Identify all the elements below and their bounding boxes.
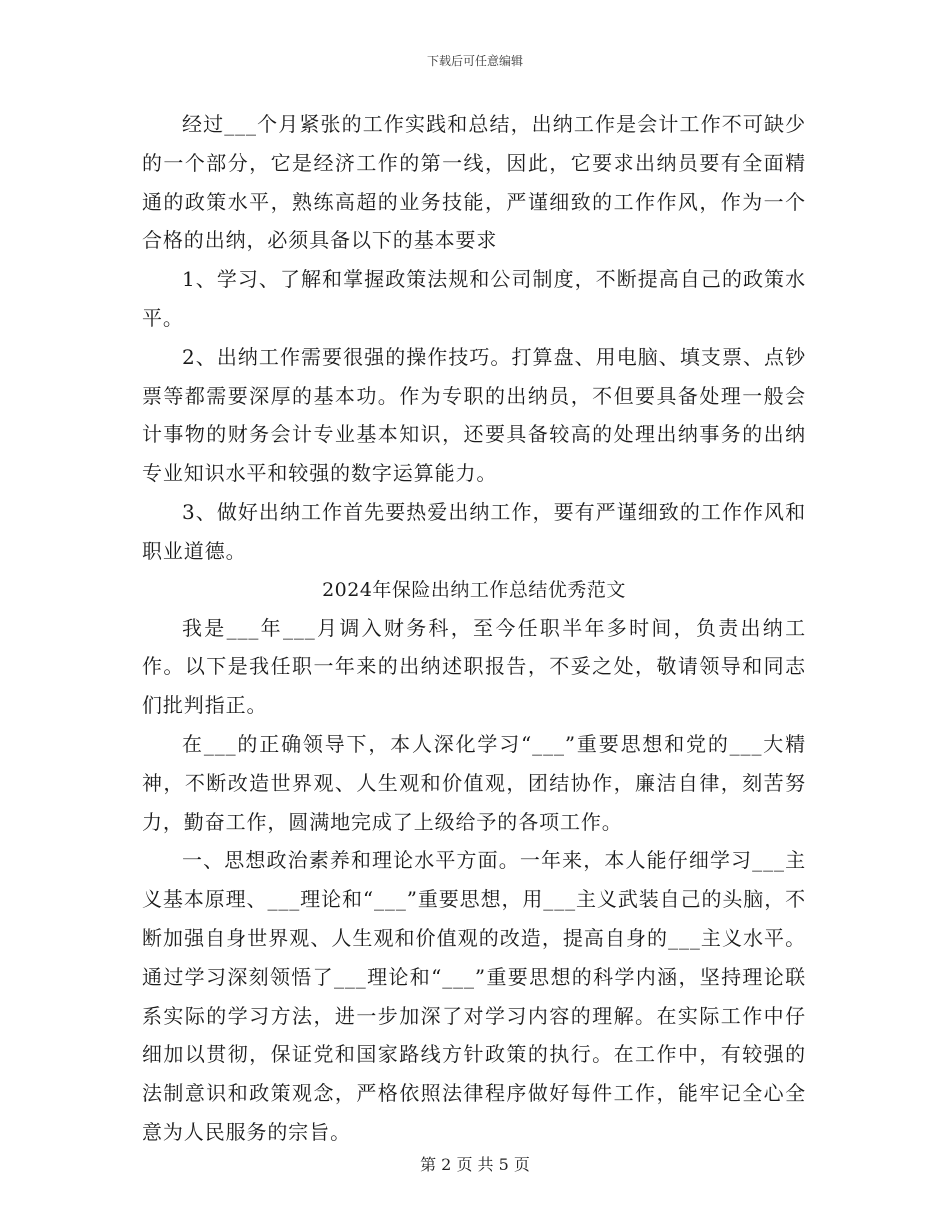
- section-title: 2024年保险出纳工作总结优秀范文: [322, 578, 626, 601]
- paragraph-political-theory: 一、思想政治素养和理论水平方面。一年来，本人能仔细学习___主义基本原理、___理论和“___”重要思想，用___主义武装自己的头脑，不断加强自身世界观、人生观和价值观的改造，提高自身的___主义水平。通过学习深刻领悟了___理论和“___”重要思想的科学内涵，坚持理论联系实际的学习方法，进一步加深了对学习内容的理解。在实际工作中仔细加以贯彻，保证党和国家路线方针政策的执行。在工作中，有较强的法制意识和政策观念，严格依照法律程序做好每件工作，能牢记全心全意为人民服务的宗旨。: [142, 848, 806, 1144]
- paragraph-requirement-2: 2、出纳工作需要很强的操作技巧。打算盘、用电脑、填支票、点钞票等都需要深厚的基本功。作为专职的出纳员，不但要具备处理一般会计事物的财务会计专业基本知识，还要具备较高的处理出纳事务的出纳专业知识水平和较强的数字运算能力。: [142, 344, 806, 486]
- page-number: 第 2 页 共 5 页: [420, 1155, 530, 1174]
- document-body: [142, 105, 806, 1152]
- page-header: 下载后可任意编辑: [426, 54, 523, 68]
- paragraph-self-intro: 我是___年___月调入财务科，至今任职半年多时间，负责出纳工作。以下是我任职一年来的出纳述职报告，不妥之处，敬请领导和同志们批判指正。: [142, 615, 806, 718]
- paragraph-requirement-3: 3、做好出纳工作首先要热爱出纳工作，要有严谨细致的工作作风和职业道德。: [142, 499, 806, 563]
- paragraph-requirement-1: 1、学习、了解和掌握政策法规和公司制度，不断提高自己的政策水平。: [142, 267, 806, 330]
- paragraph-leadership: 在___的正确领导下，本人深化学习“___”重要思想和党的___大精神，不断改造世界观、人生观和价值观，团结协作，廉洁自律，刻苦努力，勤奋工作，圆满地完成了上级给予的各项工作。: [142, 731, 806, 834]
- paragraph-intro: 经过___个月紧张的工作实践和总结，出纳工作是会计工作不可缺少的一个部分，它是经济工作的第一线，因此，它要求出纳员要有全面精通的政策水平，熟练高超的业务技能，严谨细致的工作作风，作为一个合格的出纳，必须具备以下的基本要求: [142, 112, 806, 253]
